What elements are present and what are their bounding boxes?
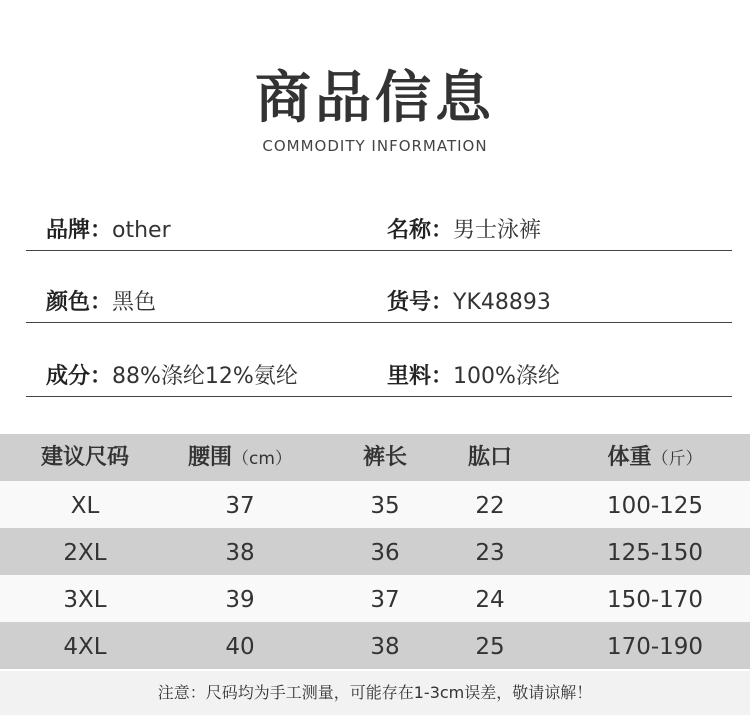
page-subtitle: COMMODITY INFORMATION — [262, 137, 488, 155]
info-composition — [46, 362, 298, 392]
table-cell: 38 — [370, 634, 400, 660]
info-row — [26, 288, 732, 323]
table-cell: 125-150 — [606, 540, 704, 566]
header-cell-leg-opening — [440, 434, 540, 481]
info-lining — [387, 362, 560, 392]
table-cell: 100-125 — [606, 493, 704, 519]
header-text: 腰围 — [188, 445, 233, 470]
table-cell: 24 — [475, 587, 505, 613]
info-value: 男士泳裤 — [453, 218, 542, 243]
info-value: 黑色 — [112, 290, 157, 315]
info-value: 88%涤纶12%氨纶 — [112, 364, 298, 389]
measurement-note: 注意：尺码均为手工测量，可能存在1-3cm误差，敬请谅解！ — [0, 671, 750, 715]
info-row — [26, 362, 732, 397]
info-label: 颜色： — [46, 290, 113, 315]
table-cell: 23 — [475, 540, 505, 566]
table-cell: 170-190 — [606, 634, 704, 660]
header-unit: （斤） — [651, 449, 703, 469]
header-cell-waist — [170, 434, 310, 481]
table-cell: 3XL — [63, 587, 107, 613]
info-color — [46, 288, 156, 318]
info-label: 里料： — [387, 364, 454, 389]
header-text: 体重 — [607, 445, 652, 470]
info-label: 成分： — [46, 364, 113, 389]
table-row — [0, 528, 750, 575]
table-cell: 37 — [225, 493, 255, 519]
table-cell: 35 — [370, 493, 400, 519]
table-cell: 4XL — [63, 634, 107, 660]
table-cell: 39 — [225, 587, 255, 613]
table-cell: 36 — [370, 540, 400, 566]
info-value: YK48893 — [453, 290, 551, 315]
size-table — [0, 434, 750, 669]
info-item-number — [387, 288, 551, 318]
table-cell: 25 — [475, 634, 505, 660]
table-cell: 2XL — [63, 540, 107, 566]
header-cell-length — [330, 434, 440, 481]
info-row — [26, 216, 732, 251]
table-row — [0, 575, 750, 622]
info-value: other — [112, 218, 171, 243]
table-cell: XL — [70, 493, 100, 519]
info-brand — [46, 216, 171, 246]
info-name — [387, 216, 541, 246]
info-label: 货号： — [387, 290, 454, 315]
table-cell: 37 — [370, 587, 400, 613]
header-unit: （cm） — [232, 449, 292, 469]
table-header-row — [0, 434, 750, 481]
header-text: 肱口 — [467, 445, 512, 470]
table-cell: 150-170 — [606, 587, 704, 613]
table-cell: 22 — [475, 493, 505, 519]
header-text: 裤长 — [362, 445, 407, 470]
page-title: 商品信息 — [255, 66, 495, 131]
table-row — [0, 481, 750, 528]
info-label: 品牌： — [46, 218, 113, 243]
header-text: 建议尺码 — [40, 445, 129, 470]
info-label: 名称： — [387, 218, 454, 243]
table-cell: 38 — [225, 540, 255, 566]
info-value: 100%涤纶 — [453, 364, 560, 389]
header-cell-weight — [570, 434, 740, 481]
header-cell-size — [20, 434, 150, 481]
table-cell: 40 — [225, 634, 255, 660]
table-row — [0, 622, 750, 669]
